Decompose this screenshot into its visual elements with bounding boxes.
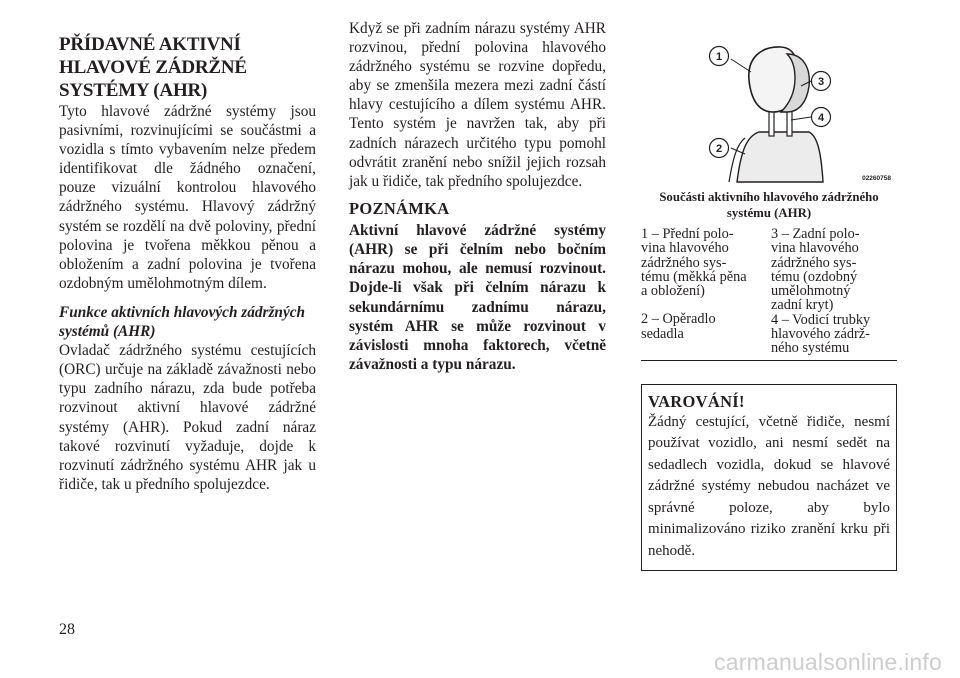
warning-title: VAROVÁNÍ! bbox=[648, 391, 745, 411]
leader-line bbox=[731, 59, 751, 72]
legend-line: vina hlavového bbox=[641, 240, 729, 257]
legend-item-4 bbox=[771, 313, 897, 356]
warning-box bbox=[641, 384, 897, 572]
legend-line: hlavového zádrž- bbox=[771, 326, 870, 343]
caption-line: systému (AHR) bbox=[726, 206, 812, 220]
callout-4 bbox=[812, 108, 831, 127]
legend-line: tému (měkká pěna bbox=[641, 268, 747, 285]
legend-line: 4 – Vodicí trubky bbox=[771, 311, 871, 328]
legend-line: 3 – Zadní polo- bbox=[771, 226, 860, 242]
legend-line: umělohmotný bbox=[771, 283, 851, 300]
legend-column-right bbox=[771, 227, 897, 356]
note-text: Aktivní hlavové zádržné systémy (AHR) se při čelním nebo bočním nárazu mohou, ale nemusí rozvinout. Dojde-li však při čelním nárazu k sekundárnímu zadnímu nárazu, systém AHR se může rozvinout v závislosti mnoha faktorech, včetně závažnosti a typu nárazu. bbox=[349, 221, 606, 374]
section-title-line: PŘÍDAVNÉ AKTIVNÍ bbox=[59, 34, 241, 55]
caption-line: Součásti aktivního hlavového zádržného bbox=[659, 190, 879, 204]
legend-line: 2 – Opěradlo bbox=[641, 311, 716, 328]
legend-line: ného systému bbox=[771, 340, 850, 357]
legend-line: vina hlavového bbox=[771, 240, 859, 257]
legend-line: 1 – Přední polo- bbox=[641, 226, 734, 242]
callout-1-label: 1 bbox=[715, 51, 723, 63]
function-subheading-line: systémů (AHR) bbox=[59, 323, 156, 341]
middle-column bbox=[349, 19, 606, 374]
legend-line: zadní kryt) bbox=[771, 297, 834, 314]
page-number: 28 bbox=[59, 621, 75, 638]
function-subheading-line: Funkce aktivních hlavových zádržných bbox=[59, 303, 306, 321]
callout-4-label: 4 bbox=[817, 112, 825, 124]
legend-item-2 bbox=[641, 312, 771, 341]
figure-code: 02260758 bbox=[862, 175, 891, 182]
warning-text: Žádný cestující, včetně řidiče, nesmí používat vozidlo, ani nesmí sedět na sedadlech vozidla, dokud se hlavové zádržné systémy nebudou nacházet ve správné poloze, aby bylo minimalizováno riziko zranění krku při nehodě. bbox=[648, 413, 890, 559]
headrest-drawing bbox=[641, 40, 897, 183]
section-title bbox=[59, 33, 316, 102]
figure-legend bbox=[641, 227, 897, 361]
seat-back-shape bbox=[737, 132, 823, 182]
function-paragraph: Ovladač zádržného systému cestujících (ORC) určuje na základě závažnosti nebo typu zadního nárazu, zda bude potřeba rozvinout aktivní hlavové zádržné systémy (AHR). Pokud zadní náraz takové rozvinutí vyžaduje, dojde k rozvinutí zádržného systému AHR jak u řidiče, tak u předního spolujezdce. bbox=[59, 342, 316, 493]
callout-3-label: 3 bbox=[817, 76, 825, 88]
section-title-line: HLAVOVÉ ZÁDRŽNÉ bbox=[59, 57, 247, 78]
intro-paragraph: Tyto hlavové zádržné systémy jsou pasivními, rozvinujícími se součástmi a vozidla s tímto vybavením nelze předem identifikovat dle žádného označení, pouze vizuální kontrolou hlavového zádržného systému. Hlavový zádržný systém se rozdělí na dvě poloviny, přední polovina je tvořena měkkou pěnou a obložením a zadní polovina je tvořena ozdobným umělohmotným dílem. bbox=[59, 103, 316, 292]
function-subheading bbox=[59, 303, 316, 341]
legend-item-1 bbox=[641, 227, 771, 298]
headrest-illustration bbox=[641, 40, 897, 183]
legend-line: a obložení) bbox=[641, 283, 705, 300]
figure-caption bbox=[641, 189, 897, 221]
legend-line: zádržného sys- bbox=[771, 254, 857, 271]
callout-2-label: 2 bbox=[715, 143, 723, 155]
callout-3 bbox=[812, 72, 831, 91]
note-heading: POZNÁMKA bbox=[349, 198, 450, 218]
legend-column-left bbox=[641, 227, 771, 356]
leader-line bbox=[791, 117, 811, 120]
continued-paragraph: Když se při zadním nárazu systémy AHR rozvinou, přední polovina hlavového zádržného systému se rozvine dopředu, aby se zmenšila mezera mezi zadní částí hlavy cestujícího a dílem systému AHR. Tento systém je navržen tak, aby při zadních nárazech určitého typu pomohl odvrátit zranění nebo snížil jejich rozsah jak u řidiče, tak předního spolujezdce. bbox=[349, 20, 606, 190]
watermark: carmanualsonline.info bbox=[714, 649, 942, 675]
callout-1 bbox=[710, 47, 729, 66]
legend-line: tému (ozdobný bbox=[771, 268, 858, 285]
right-column bbox=[641, 40, 897, 571]
callout-2 bbox=[710, 139, 729, 158]
legend-item-3 bbox=[771, 227, 897, 313]
legend-line: zádržného sys- bbox=[641, 254, 727, 271]
legend-line: sedadla bbox=[641, 325, 684, 342]
section-title-line: SYSTÉMY (AHR) bbox=[59, 80, 208, 101]
left-column bbox=[59, 33, 316, 494]
